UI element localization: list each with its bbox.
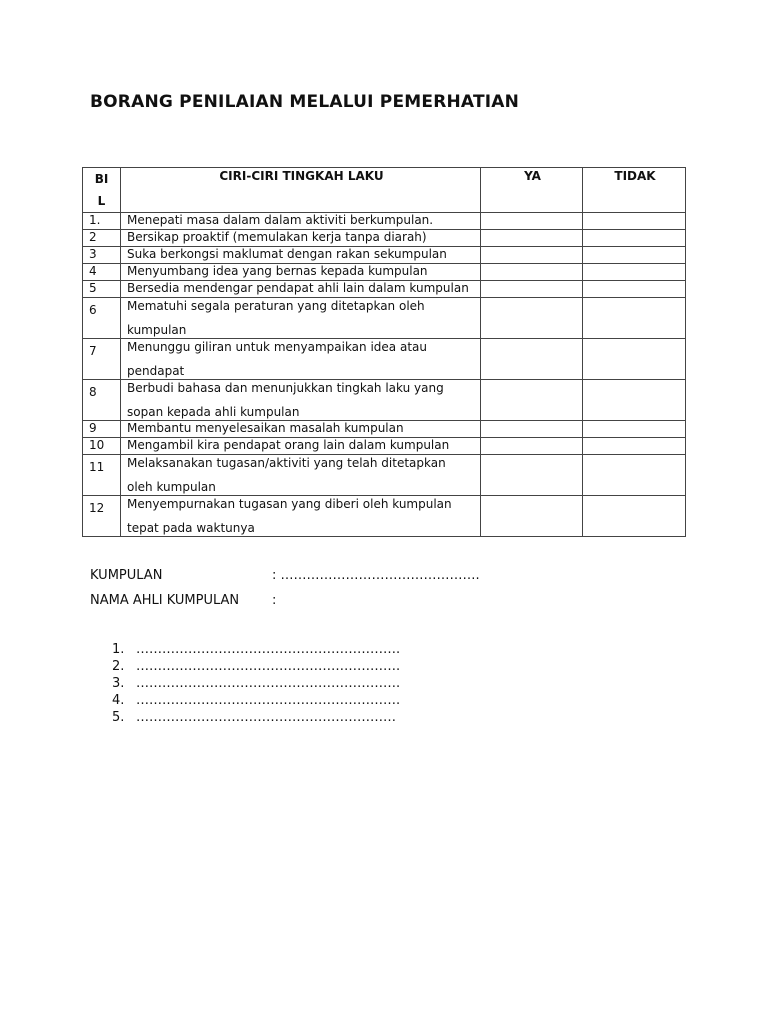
- tidak-cell[interactable]: [583, 298, 686, 339]
- behaviour-cell: [121, 496, 481, 537]
- header-ya: YA: [481, 168, 583, 213]
- row-number: 4: [83, 264, 121, 281]
- behaviour-cell: Menyumbang idea yang bernas kepada kumpulan: [121, 264, 481, 281]
- kumpulan-blank[interactable]: : ……………………………………….: [272, 568, 480, 583]
- behaviour-cell: [121, 380, 481, 421]
- ya-cell[interactable]: [481, 264, 583, 281]
- row-number: 2: [83, 230, 121, 247]
- member-blank[interactable]: ……………………………………………………: [136, 710, 396, 725]
- assessment-table: [82, 167, 686, 537]
- row-number: 9: [83, 421, 121, 438]
- tidak-cell[interactable]: [583, 281, 686, 298]
- list-item: [112, 658, 400, 675]
- ya-cell[interactable]: [481, 230, 583, 247]
- row-number: 11: [83, 455, 121, 496]
- row-number: 8: [83, 380, 121, 421]
- behaviour-cell: [121, 339, 481, 380]
- ya-cell[interactable]: [481, 213, 583, 230]
- tidak-cell[interactable]: [583, 247, 686, 264]
- behaviour-text-line2: pendapat: [127, 364, 185, 378]
- list-item: [112, 709, 400, 726]
- behaviour-cell: Membantu menyelesaikan masalah kumpulan: [121, 421, 481, 438]
- row-number: 10: [83, 438, 121, 455]
- member-number: 1.: [112, 642, 125, 657]
- row-number: 3: [83, 247, 121, 264]
- ya-cell[interactable]: [481, 438, 583, 455]
- tidak-cell[interactable]: [583, 496, 686, 537]
- form-title: BORANG PENILAIAN MELALUI PEMERHATIAN: [90, 92, 520, 112]
- behaviour-text-line1: Berbudi bahasa dan menunjukkan tingkah laku yang: [127, 381, 444, 395]
- header-tidak: TIDAK: [583, 168, 686, 213]
- table-row: [83, 380, 686, 421]
- member-list: [112, 641, 400, 726]
- table-row: [83, 421, 686, 438]
- header-bil: BI L: [83, 168, 121, 213]
- table-row: [83, 264, 686, 281]
- ya-cell[interactable]: [481, 496, 583, 537]
- member-blank[interactable]: …………………………………………………….: [136, 642, 401, 657]
- table-row: [83, 455, 686, 496]
- behaviour-text-line2: sopan kepada ahli kumpulan: [127, 405, 300, 419]
- behaviour-cell: [121, 298, 481, 339]
- behaviour-cell: Bersikap proaktif (memulakan kerja tanpa diarah): [121, 230, 481, 247]
- behaviour-cell: Mengambil kira pendapat orang lain dalam kumpulan: [121, 438, 481, 455]
- member-blank[interactable]: …………………………………………………….: [136, 693, 401, 708]
- member-blank[interactable]: …………………………………………………….: [136, 676, 401, 691]
- behaviour-text-line1: Menunggu giliran untuk menyampaikan idea atau: [127, 340, 427, 354]
- ya-cell[interactable]: [481, 298, 583, 339]
- table-row: [83, 281, 686, 298]
- row-number: 12: [83, 496, 121, 537]
- tidak-cell[interactable]: [583, 438, 686, 455]
- member-blank[interactable]: …………………………………………………….: [136, 659, 401, 674]
- ya-cell[interactable]: [481, 339, 583, 380]
- behaviour-cell: Menepati masa dalam dalam aktiviti berkumpulan.: [121, 213, 481, 230]
- tidak-cell[interactable]: [583, 455, 686, 496]
- ya-cell[interactable]: [481, 281, 583, 298]
- behaviour-text-line1: Melaksanakan tugasan/aktiviti yang telah ditetapkan: [127, 456, 446, 470]
- table-row: [83, 339, 686, 380]
- table-row: [83, 230, 686, 247]
- member-number: 4.: [112, 693, 125, 708]
- list-item: [112, 675, 400, 692]
- member-number: 3.: [112, 676, 125, 691]
- ya-cell[interactable]: [481, 421, 583, 438]
- row-number: 6: [83, 298, 121, 339]
- behaviour-text-line2: tepat pada waktunya: [127, 521, 255, 535]
- row-number: 5: [83, 281, 121, 298]
- tidak-cell[interactable]: [583, 380, 686, 421]
- behaviour-text-line2: kumpulan: [127, 323, 187, 337]
- nama-ahli-colon: :: [272, 593, 277, 608]
- ya-cell[interactable]: [481, 455, 583, 496]
- table-row: [83, 496, 686, 537]
- tidak-cell[interactable]: [583, 339, 686, 380]
- tidak-cell[interactable]: [583, 421, 686, 438]
- list-item: [112, 641, 400, 658]
- table-row: [83, 298, 686, 339]
- table-row: [83, 213, 686, 230]
- kumpulan-label: KUMPULAN: [90, 568, 163, 583]
- header-ciri-tingkah-laku: CIRI-CIRI TINGKAH LAKU: [121, 168, 481, 213]
- table-row: [83, 247, 686, 264]
- behaviour-text-line2: oleh kumpulan: [127, 480, 216, 494]
- table-row: [83, 438, 686, 455]
- list-item: [112, 692, 400, 709]
- behaviour-cell: Suka berkongsi maklumat dengan rakan sekumpulan: [121, 247, 481, 264]
- ya-cell[interactable]: [481, 247, 583, 264]
- behaviour-text-line1: Mematuhi segala peraturan yang ditetapkan oleh: [127, 299, 425, 313]
- tidak-cell[interactable]: [583, 230, 686, 247]
- nama-ahli-label: NAMA AHLI KUMPULAN: [90, 593, 240, 608]
- ya-cell[interactable]: [481, 380, 583, 421]
- member-number: 2.: [112, 659, 125, 674]
- behaviour-cell: Bersedia mendengar pendapat ahli lain dalam kumpulan: [121, 281, 481, 298]
- table-header-row: [83, 168, 686, 213]
- behaviour-cell: [121, 455, 481, 496]
- tidak-cell[interactable]: [583, 264, 686, 281]
- row-number: 7: [83, 339, 121, 380]
- behaviour-text-line1: Menyempurnakan tugasan yang diberi oleh kumpulan: [127, 497, 452, 511]
- member-number: 5.: [112, 710, 125, 725]
- row-number: 1.: [83, 213, 121, 230]
- tidak-cell[interactable]: [583, 213, 686, 230]
